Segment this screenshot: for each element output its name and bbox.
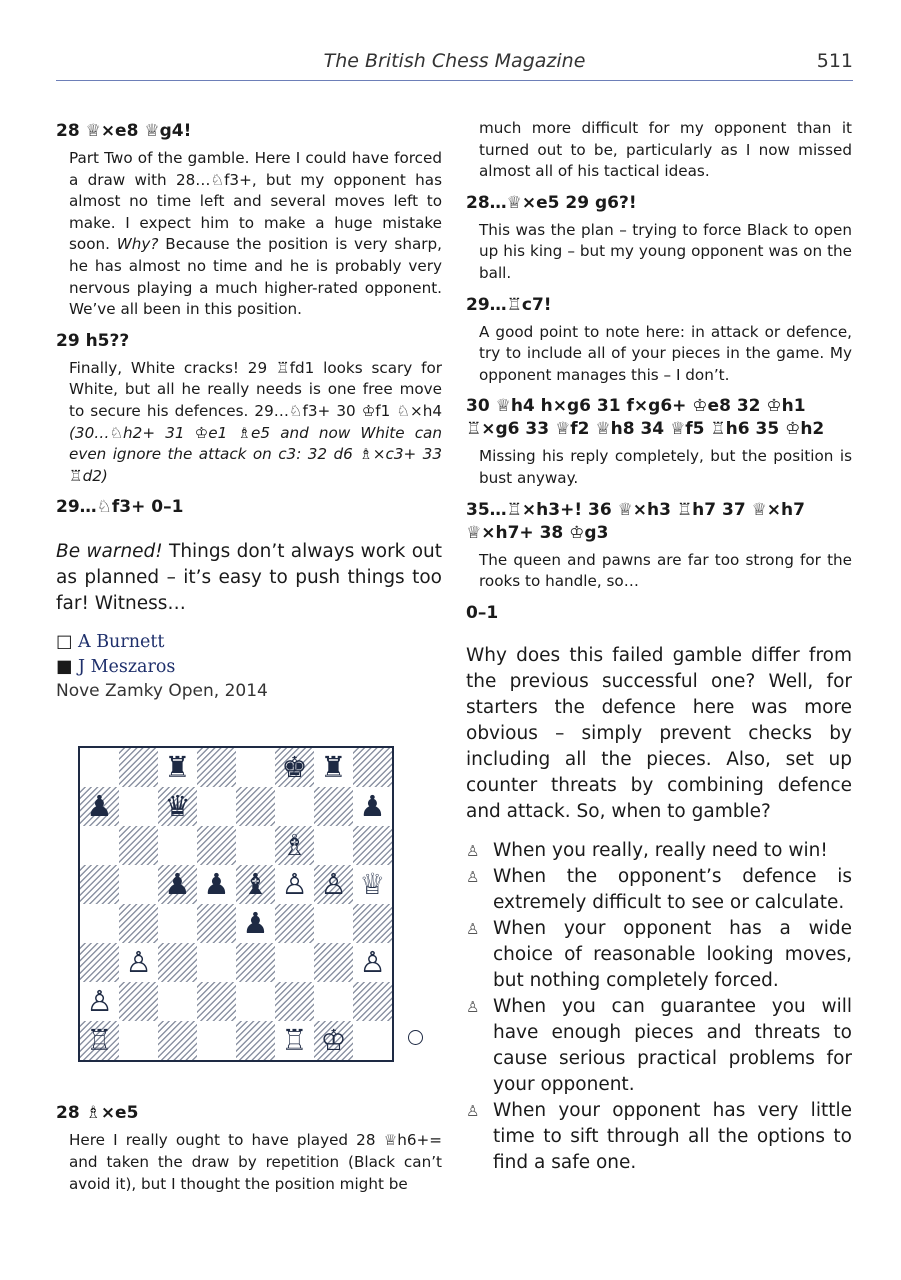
square-h1 <box>353 1021 392 1060</box>
square-h7 <box>353 787 392 826</box>
move-heading: 30 ♕h4 h×g6 31 f×g6+ ♔e8 32 ♔h1 ♖×g6 33 ♕f2 ♕h8 34 ♕f5 ♖h6 35 ♔h2 <box>466 396 825 440</box>
list-item: ♙ When you can guarantee you will have enough pieces and threats to cause serious practical problems for your opponent. <box>466 995 852 1095</box>
right-column <box>466 118 852 1176</box>
square-f6 <box>275 826 314 865</box>
square-a6 <box>80 826 119 865</box>
square-c2 <box>158 982 197 1021</box>
square-c5 <box>158 865 197 904</box>
move-heading: 29…♘f3+ 0–1 <box>56 497 184 518</box>
body-paragraph: Be warned! Things don’t always work out as planned – it’s easy to push things too far! Witness… <box>56 541 442 615</box>
chess-piece-icon: ♙ <box>320 867 347 902</box>
square-e5 <box>236 865 275 904</box>
square-d5 <box>197 865 236 904</box>
pawn-bullet-icon: ♙ <box>466 997 480 1016</box>
square-b3 <box>119 943 158 982</box>
annotation: Part Two of the gamble. Here I could have forced a draw with 28…♘f3+, but my opponent has almost no time left and several moves left to make. I expect him to make a huge mistake soon. Why? Because the position is very sharp, he has almost no time and he is probably very nervous playing a much higher-rated opponent. We’ve all been in this position. <box>69 149 442 319</box>
square-b6 <box>119 826 158 865</box>
square-h3 <box>353 943 392 982</box>
square-b8 <box>119 748 158 787</box>
square-d2 <box>197 982 236 1021</box>
chess-piece-icon: ♖ <box>86 1023 113 1058</box>
page-number: 511 <box>816 50 853 72</box>
square-d7 <box>197 787 236 826</box>
list-item: ♙ When the opponent’s defence is extremely difficult to see or calculate. <box>466 865 852 913</box>
chess-piece-icon: ♟ <box>164 867 191 902</box>
square-e8 <box>236 748 275 787</box>
square-h2 <box>353 982 392 1021</box>
square-g6 <box>314 826 353 865</box>
annotation: A good point to note here: in attack or defence, try to include all of your pieces in the game. My opponent manages this – I don’t. <box>479 322 852 384</box>
event-name: Nove Zamky Open, 2014 <box>56 681 268 702</box>
annotation: Here I really ought to have played 28 ♕h6+= and taken the draw by repetition (Black can’t avoid it), but I thought the position might be <box>69 1131 442 1193</box>
square-d3 <box>197 943 236 982</box>
square-f2 <box>275 982 314 1021</box>
result: 0–1 <box>466 602 499 623</box>
square-c7 <box>158 787 197 826</box>
square-e1 <box>236 1021 275 1060</box>
square-f5 <box>275 865 314 904</box>
square-a1 <box>80 1021 119 1060</box>
chess-piece-icon: ♙ <box>359 945 386 980</box>
white-player: □ A Burnett <box>56 630 442 655</box>
pawn-bullet-icon: ♙ <box>466 867 480 886</box>
square-e3 <box>236 943 275 982</box>
chess-piece-icon: ♗ <box>281 828 308 863</box>
chess-piece-icon: ♚ <box>281 750 308 785</box>
square-a5 <box>80 865 119 904</box>
square-c3 <box>158 943 197 982</box>
square-a2 <box>80 982 119 1021</box>
annotation: Finally, White cracks! 29 ♖fd1 looks scary for White, but all he really needs is one free move to secure his defences. 29…♘f3+ 30 ♔f1 ♘×h4 (30…♘h2+ 31 ♔e1 ♗e5 and now White can even ignore the attack on c3: 32 d6 ♗×c3+ 33 ♖d2) <box>69 358 442 485</box>
move-heading: 35…♖×h3+! 36 ♕×h3 ♖h7 37 ♕×h7 ♕×h7+ 38 ♔g3 <box>466 499 805 543</box>
square-b7 <box>119 787 158 826</box>
running-header <box>56 46 853 81</box>
square-c4 <box>158 904 197 943</box>
pawn-bullet-icon: ♙ <box>466 841 480 860</box>
square-e4 <box>236 904 275 943</box>
chess-piece-icon: ♙ <box>86 984 113 1019</box>
square-c6 <box>158 826 197 865</box>
gamble-tips-list <box>466 838 852 1176</box>
move-heading: 28 ♕×e8 ♕g4! <box>56 121 192 141</box>
list-item: ♙ When your opponent has a wide choice of reasonable looking moves, but nothing completely forced. <box>466 917 852 991</box>
body-paragraph: Why does this failed gamble differ from the previous successful one? Well, for starters the defence here was more obvious – simply prevent checks by including all the pieces. Also, set up counter threats by combining defence and attack. So, when to gamble? <box>466 644 852 822</box>
chess-piece-icon: ♙ <box>281 867 308 902</box>
square-g1 <box>314 1021 353 1060</box>
square-a7 <box>80 787 119 826</box>
magazine-title: The British Chess Magazine <box>323 50 586 72</box>
square-h8 <box>353 748 392 787</box>
square-b2 <box>119 982 158 1021</box>
move-heading: 28 ♗×e5 <box>56 1103 139 1124</box>
annotation: The queen and pawns are far too strong for the rooks to handle, so… <box>479 550 852 591</box>
chess-diagram <box>56 746 442 1062</box>
annotation: Missing his reply completely, but the position is bust anyway. <box>479 447 852 487</box>
move-heading: 28…♕×e5 29 g6?! <box>466 192 637 213</box>
square-f3 <box>275 943 314 982</box>
left-column <box>56 118 442 1204</box>
square-c1 <box>158 1021 197 1060</box>
chess-board <box>78 746 394 1062</box>
square-f8 <box>275 748 314 787</box>
chess-piece-icon: ♙ <box>125 945 152 980</box>
square-d6 <box>197 826 236 865</box>
square-e6 <box>236 826 275 865</box>
move-heading: 29…♖c7! <box>466 294 552 315</box>
square-c8 <box>158 748 197 787</box>
pawn-bullet-icon: ♙ <box>466 919 480 938</box>
square-f7 <box>275 787 314 826</box>
square-f4 <box>275 904 314 943</box>
black-square-marker: ■ <box>56 656 73 677</box>
square-d8 <box>197 748 236 787</box>
chess-piece-icon: ♟ <box>359 789 386 824</box>
square-g5 <box>314 865 353 904</box>
white-square-marker: □ <box>56 632 73 653</box>
chess-piece-icon: ♖ <box>281 1023 308 1058</box>
square-h4 <box>353 904 392 943</box>
square-b5 <box>119 865 158 904</box>
black-player: ■ J Meszaros <box>56 655 442 680</box>
chess-piece-icon: ♝ <box>242 867 269 902</box>
list-item: ♙ When your opponent has very little time to sift through all the options to find a safe one. <box>466 1099 852 1173</box>
square-d4 <box>197 904 236 943</box>
list-item: ♙ When you really, really need to win! <box>466 838 852 864</box>
chess-piece-icon: ♜ <box>320 750 347 785</box>
square-d1 <box>197 1021 236 1060</box>
white-to-move-indicator <box>408 1030 423 1045</box>
square-h5 <box>353 865 392 904</box>
square-h6 <box>353 826 392 865</box>
square-b4 <box>119 904 158 943</box>
square-e2 <box>236 982 275 1021</box>
chess-piece-icon: ♜ <box>164 750 191 785</box>
square-b1 <box>119 1021 158 1060</box>
chess-piece-icon: ♔ <box>320 1023 347 1058</box>
square-g8 <box>314 748 353 787</box>
pawn-bullet-icon: ♙ <box>466 1101 480 1120</box>
chess-piece-icon: ♕ <box>359 867 386 902</box>
square-a3 <box>80 943 119 982</box>
square-f1 <box>275 1021 314 1060</box>
square-g2 <box>314 982 353 1021</box>
annotation: This was the plan – trying to force Black to open up his king – but my young opponent was on the ball. <box>479 220 852 282</box>
square-e7 <box>236 787 275 826</box>
square-g3 <box>314 943 353 982</box>
annotation: much more difficult for my opponent than it turned out to be, particularly as I now missed almost all of his tactical ideas. <box>479 119 852 181</box>
chess-piece-icon: ♟ <box>203 867 230 902</box>
move-heading: 29 h5?? <box>56 330 130 351</box>
square-a8 <box>80 748 119 787</box>
chess-piece-icon: ♛ <box>164 789 191 824</box>
chess-piece-icon: ♟ <box>242 906 269 941</box>
square-g7 <box>314 787 353 826</box>
square-a4 <box>80 904 119 943</box>
square-g4 <box>314 904 353 943</box>
chess-piece-icon: ♟ <box>86 789 113 824</box>
